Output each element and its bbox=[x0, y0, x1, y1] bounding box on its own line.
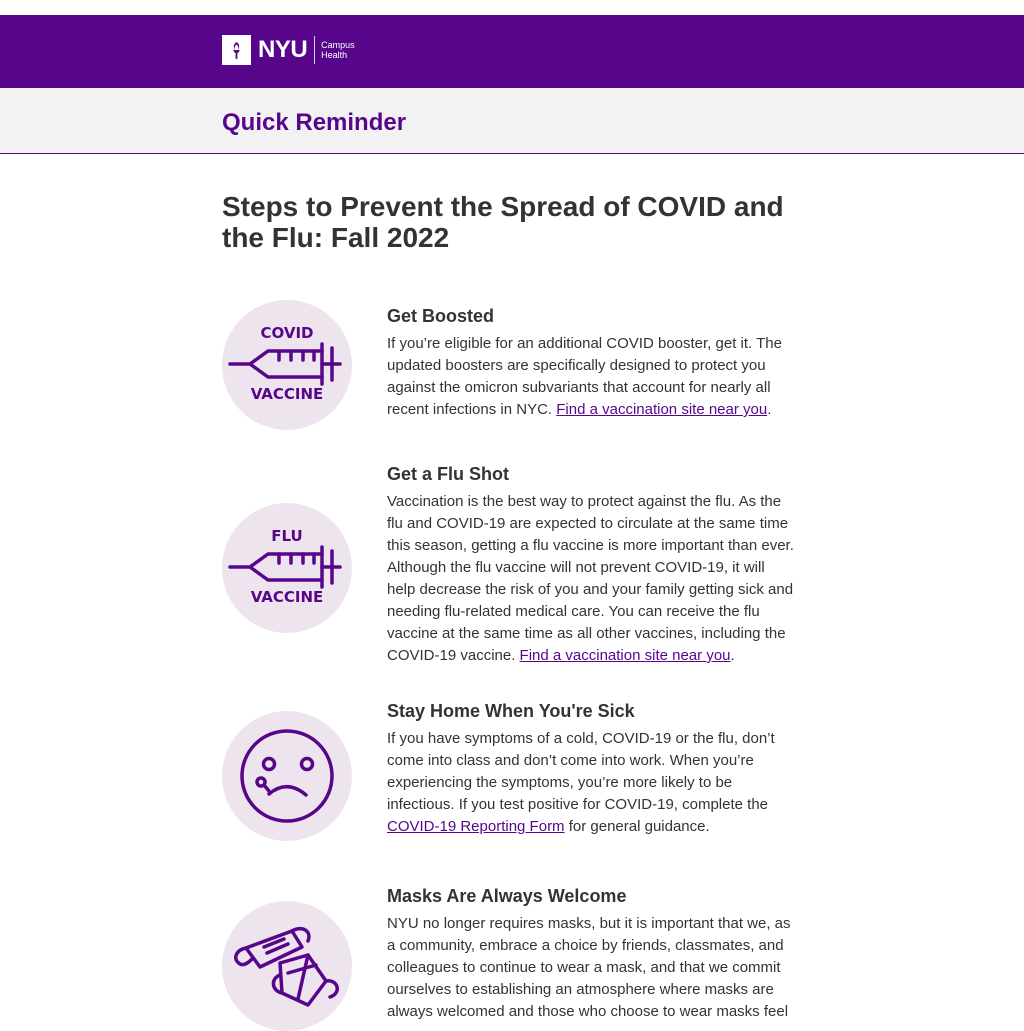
reminder-banner bbox=[0, 88, 1024, 154]
tip-text bbox=[387, 305, 797, 421]
main-content bbox=[222, 191, 802, 253]
tip-body bbox=[387, 728, 797, 838]
covid-vaccine-icon bbox=[222, 300, 352, 430]
icon-bottom-text: VACCINE bbox=[250, 385, 324, 403]
tip-body-text: If you’re eligible for an additional COVID booster, get it. The updated boosters are specifically designed to protect you against the omicron subvariants that account for nearly all recent infections in NYC. bbox=[387, 335, 782, 418]
icon-top-text: COVID bbox=[260, 324, 314, 342]
sick-face-icon bbox=[222, 711, 352, 841]
tip-body bbox=[387, 333, 797, 421]
tip-title: Stay Home When You're Sick bbox=[387, 701, 635, 721]
tip-title: Masks Are Always Welcome bbox=[387, 886, 627, 906]
tip-body-after: . bbox=[730, 647, 735, 664]
logo-subtitle-line1: Campus bbox=[321, 40, 355, 50]
nyu-torch-icon bbox=[222, 35, 251, 65]
page-title: Steps to Prevent the Spread of COVID and the Flu: Fall 2022 bbox=[222, 191, 784, 253]
tip-text bbox=[387, 885, 797, 1023]
top-spacer bbox=[0, 0, 1024, 15]
tip-text bbox=[387, 463, 797, 667]
logo-subtitle bbox=[321, 40, 355, 60]
tip-body-text: Vaccination is the best way to protect against the flu. As the flu and COVID-19 are expected to circulate at the same time this season, getting a flu vaccine is more important than ever. Although the flu vaccine will not prevent COVID-19, it will help decrease the risk of you and your family getting sick and needing flu-related medical care. You can receive the flu vaccine at the same time as all other vaccines, including the COVID-19 vaccine. bbox=[387, 493, 794, 664]
site-header bbox=[0, 15, 1024, 88]
logo-divider bbox=[314, 36, 315, 64]
vaccination-site-link[interactable]: Find a vaccination site near you bbox=[556, 401, 768, 418]
tip-body bbox=[387, 491, 797, 667]
vaccination-site-link[interactable]: Find a vaccination site near you bbox=[519, 647, 731, 664]
tip-body-after: . bbox=[767, 401, 772, 418]
tip-body: NYU no longer requires masks, but it is important that we, as a community, embrace a choice by friends, classmates, and colleagues to continue to wear a mask, and that we commit ourselves to establishing an atmosphere where masks are always welcomed and those who choose to wear masks feel bbox=[387, 915, 791, 1020]
nyu-campus-health-logo[interactable] bbox=[222, 35, 355, 65]
flu-vaccine-icon bbox=[222, 503, 352, 633]
tip-title: Get Boosted bbox=[387, 306, 495, 326]
tip-text bbox=[387, 700, 797, 838]
logo-wordmark: NYU bbox=[258, 36, 308, 63]
icon-top-text: FLU bbox=[271, 527, 303, 545]
tip-body-after: for general guidance. bbox=[564, 818, 710, 835]
icon-bottom-text: VACCINE bbox=[250, 588, 324, 606]
logo-subtitle-line2: Health bbox=[321, 50, 348, 60]
banner-title: Quick Reminder bbox=[222, 109, 407, 136]
masks-icon bbox=[222, 901, 352, 1031]
tip-title: Get a Flu Shot bbox=[387, 464, 510, 484]
tip-body-text: If you have symptoms of a cold, COVID-19 or the flu, don’t come into class and don’t come into work. When you’re experiencing the symptoms, you’re more likely to be infectious. If you test positive for COVID-19, complete the bbox=[387, 730, 775, 813]
covid-reporting-form-link[interactable]: COVID-19 Reporting Form bbox=[387, 818, 565, 835]
